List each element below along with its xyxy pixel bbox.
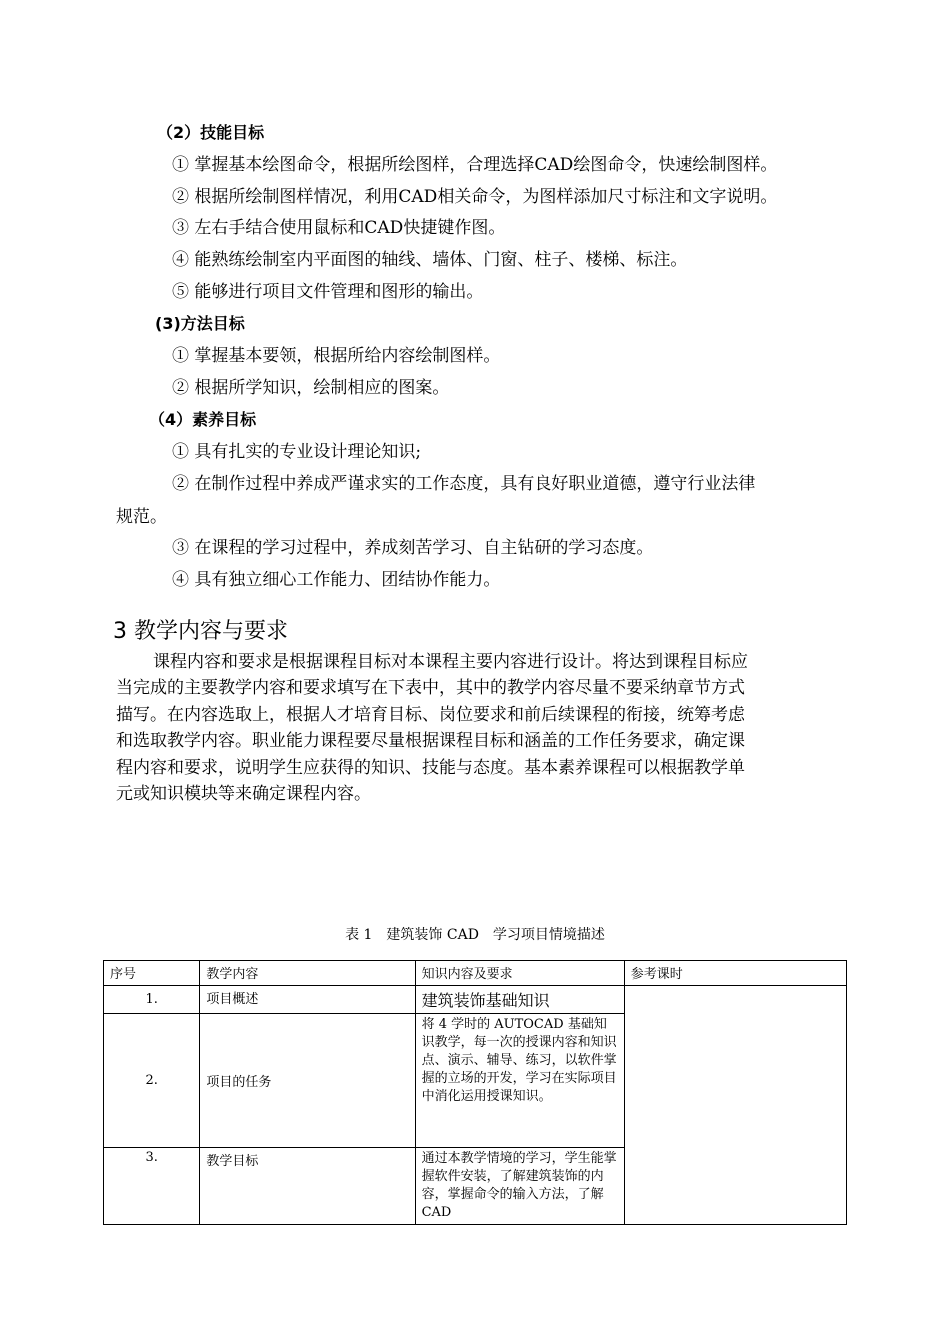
skill-goal-item: ④ 能熟练绘制室内平面图的轴线、墙体、门窗、柱子、楼梯、标注。: [172, 250, 688, 270]
quality-goal-item: ② 在制作过程中养成严谨求实的工作态度，具有良好职业道德，遵守行业法律: [172, 474, 756, 494]
row-hours: [624, 986, 846, 1225]
row-requirement: 通过本教学情境的学习，学生能掌握软件安装，了解建筑装饰的内容，掌握命令的输入方法，了解CAD: [415, 1148, 624, 1225]
row-content: 教学目标: [200, 1148, 415, 1225]
table-header-row: [104, 961, 847, 986]
skill-goal-item: ③ 左右手结合使用鼠标和CAD快捷键作图。: [172, 218, 506, 238]
header-hours: 参考课时: [624, 961, 846, 986]
quality-goals-heading: （4）素养目标: [149, 410, 257, 429]
course-table: [103, 960, 847, 1225]
paragraph-line: 元或知识模块等来确定课程内容。: [116, 784, 371, 804]
table-row: [104, 986, 847, 1014]
method-goal-item: ① 掌握基本要领，根据所给内容绘制图样。: [172, 346, 501, 366]
row-no: 3.: [104, 1148, 200, 1225]
row-content: 项目的任务: [200, 1014, 415, 1148]
quality-goal-item: ④ 具有独立细心工作能力、团结协作能力。: [172, 570, 501, 590]
quality-goal-item: ③ 在课程的学习过程中，养成刻苦学习、自主钻研的学习态度。: [172, 538, 654, 558]
section-title: 3 教学内容与要求: [113, 619, 288, 644]
skill-goal-item: ② 根据所绘制图样情况，利用CAD相关命令，为图样添加尺寸标注和文字说明。: [172, 187, 778, 207]
row-no: 2.: [104, 1014, 200, 1148]
method-goals-heading: (3)方法目标: [155, 314, 245, 333]
paragraph-line: 程内容和要求，说明学生应获得的知识、技能与态度。基本素养课程可以根据教学单: [116, 758, 745, 778]
header-requirement: 知识内容及要求: [415, 961, 624, 986]
skill-goals-heading: （2）技能目标: [157, 123, 265, 142]
method-goal-item: ② 根据所学知识，绘制相应的图案。: [172, 378, 450, 398]
header-content: 教学内容: [200, 961, 415, 986]
quality-goal-item: ① 具有扎实的专业设计理论知识;: [172, 442, 422, 462]
table-caption: 表 1 建筑装饰 CAD 学习项目情境描述: [345, 927, 605, 943]
row-content: 项目概述: [200, 986, 415, 1014]
header-no: 序号: [104, 961, 200, 986]
skill-goal-item: ⑤ 能够进行项目文件管理和图形的输出。: [172, 282, 484, 302]
paragraph-line: 课程内容和要求是根据课程目标对本课程主要内容进行设计。将达到课程目标应: [153, 652, 748, 672]
row-requirement: 将 4 学时的 AUTOCAD 基础知识教学，每一次的授课内容和知识点、演示、辅导、练习，以软件掌握的立场的开发，学习在实际项目中消化运用授课知识。: [415, 1014, 624, 1148]
row-requirement: 建筑装饰基础知识: [415, 986, 624, 1014]
paragraph-line: 当完成的主要教学内容和要求填写在下表中，其中的教学内容尽量不要采纳章节方式: [116, 678, 745, 698]
row-no: 1.: [104, 986, 200, 1014]
quality-goal-item-continued: 规范。: [116, 507, 167, 527]
paragraph-line: 和选取教学内容。职业能力课程要尽量根据课程目标和涵盖的工作任务要求，确定课: [116, 731, 745, 751]
skill-goal-item: ① 掌握基本绘图命令，根据所绘图样，合理选择CAD绘图命令，快速绘制图样。: [172, 155, 778, 175]
paragraph-line: 描写。在内容选取上，根据人才培育目标、岗位要求和前后续课程的衔接，统筹考虑: [116, 705, 745, 725]
